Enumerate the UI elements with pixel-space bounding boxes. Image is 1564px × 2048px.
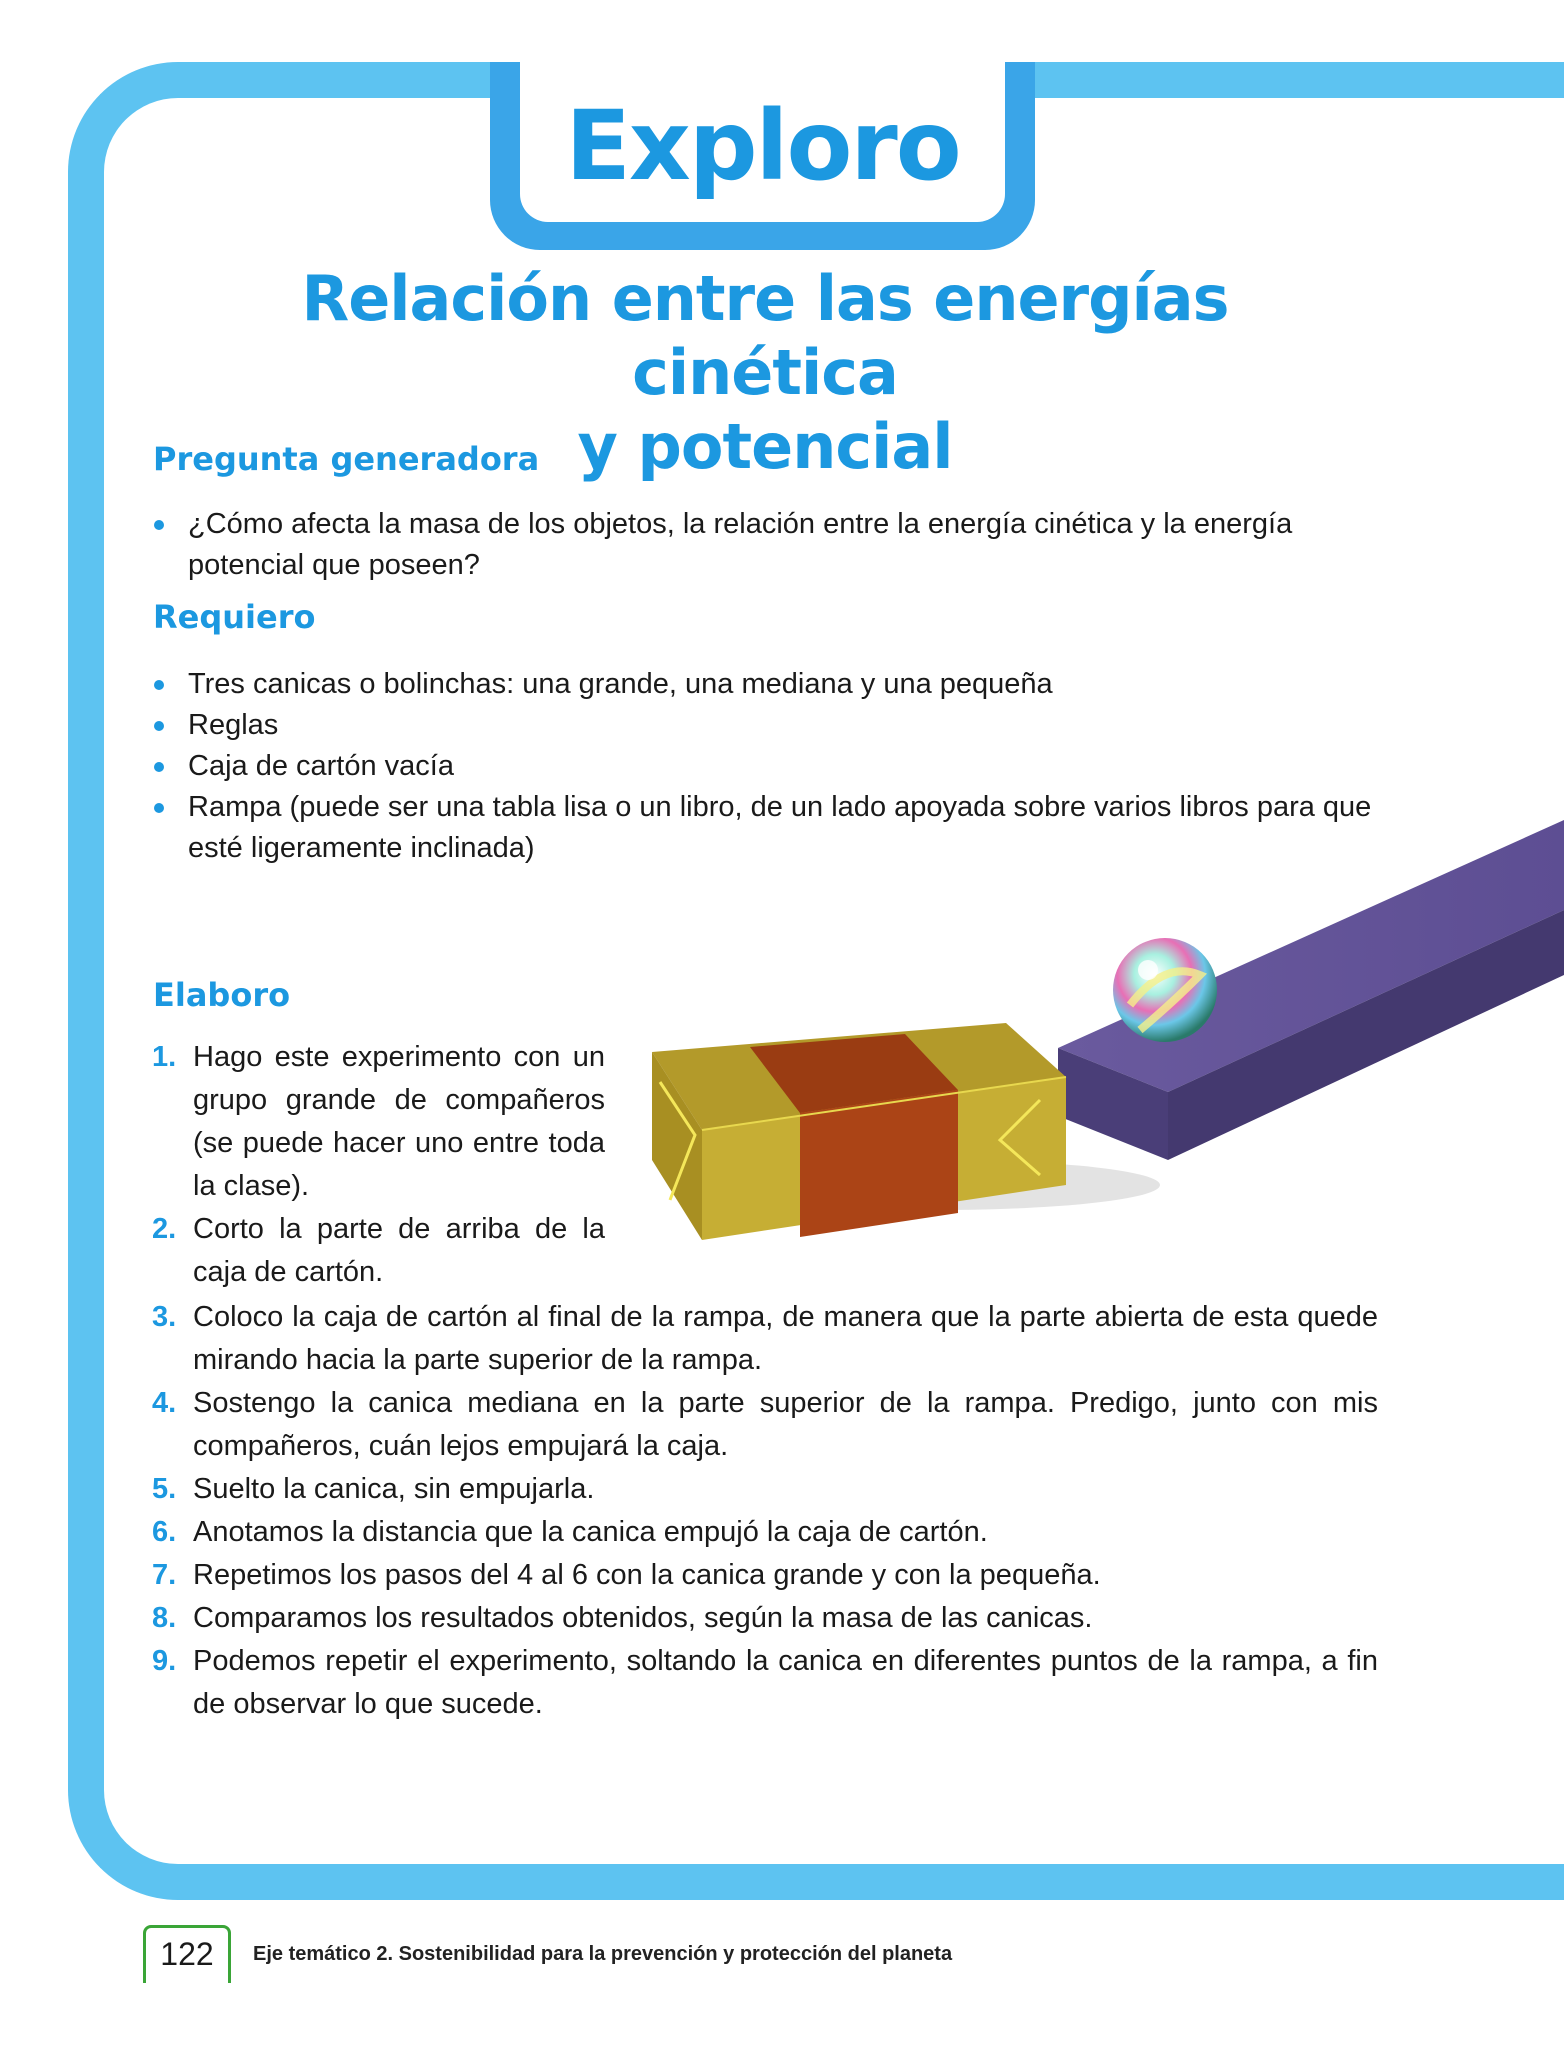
experiment-illustration	[640, 790, 1564, 1270]
list-item: 4. Sostengo la canica mediana en la parte superior de la rampa. Predigo, junto con mis compañeros, cuán lejos empujará la caja.	[152, 1387, 1378, 1462]
list-item: 8. Comparamos los resultados obtenidos, según la masa de las canicas.	[152, 1602, 1093, 1634]
list-item: Rampa (puede ser una tabla lisa o un libro, de un lado apoyada sobre varios libros para que esté ligeramente inclinada)	[150, 787, 1380, 869]
heading-requiero: Requiero	[153, 598, 316, 636]
list-item: 9. Podemos repetir el experimento, soltando la canica en diferentes puntos de la rampa, a fin de observar lo que sucede.	[152, 1645, 1378, 1720]
section-tab	[490, 62, 1035, 250]
heading-pregunta: Pregunta generadora	[153, 440, 540, 478]
list-item: Caja de cartón vacía	[150, 746, 1380, 787]
steps-list-bottom	[150, 1296, 1378, 1726]
marble	[1113, 938, 1217, 1042]
footer-caption: Eje temático 2. Sostenibilidad para la prevención y protección del planeta	[253, 1943, 953, 1965]
section-tab-title: Exploro	[565, 90, 960, 202]
page-title: Relación entre las energías cinética y potencial	[301, 262, 1229, 483]
list-item: 6. Anotamos la distancia que la canica empujó la caja de cartón.	[152, 1516, 988, 1548]
heading-elaboro: Elaboro	[153, 976, 291, 1014]
page-number: 122	[143, 1925, 231, 1983]
pregunta-list	[150, 504, 1380, 586]
list-item: Reglas	[150, 705, 1380, 746]
list-item: 5. Suelto la canica, sin empujarla.	[152, 1473, 595, 1505]
list-item: 2. Corto la parte de arriba de la caja de cartón.	[152, 1213, 605, 1288]
list-item: 3. Coloco la caja de cartón al final de la rampa, de manera que la parte abierta de esta quede mirando hacia la parte superior de la rampa.	[152, 1301, 1378, 1376]
list-item: ¿Cómo afecta la masa de los objetos, la relación entre la energía cinética y la energía potencial que poseen?	[150, 504, 1380, 586]
list-item: 7. Repetimos los pasos del 4 al 6 con la canica grande y con la pequeña.	[152, 1559, 1101, 1591]
list-item: Tres canicas o bolinchas: una grande, una mediana y una pequeña	[150, 664, 1380, 705]
steps-list-top	[150, 1036, 605, 1294]
list-item: 1. Hago este experimento con un grupo grande de compañeros (se puede hacer uno entre toda la clase).	[152, 1041, 605, 1202]
